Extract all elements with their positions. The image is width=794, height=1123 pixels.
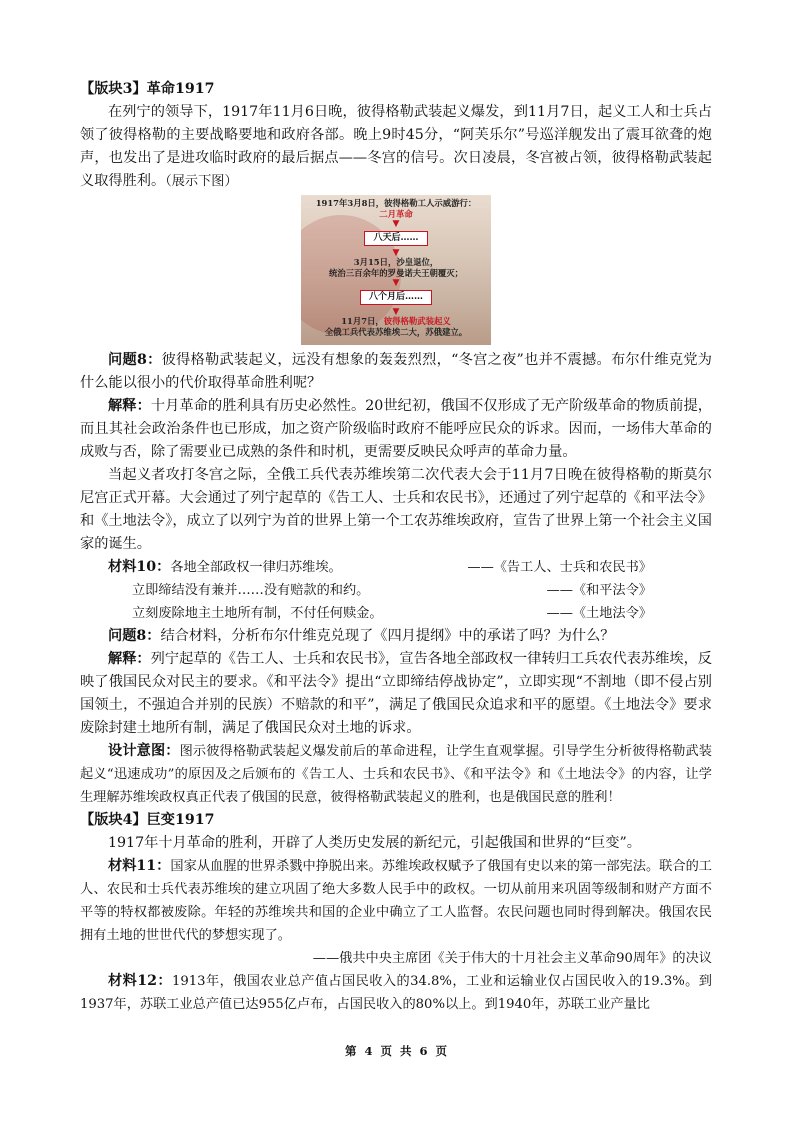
- figure-box-1: 八天后……: [364, 231, 427, 246]
- section3-paragraph: 在列宁的领导下，1917年11月6日晚，彼得格勒武装起义爆发，到11月7日，起义工人和士兵占领了彼得格勒的主要战略要地和政府各部。晚上9时45分，“阿芙乐尔”号巡洋舰发出了震耳欲聋的炮声，也发出了是进攻临时政府的最后据点——冬宫的信号。次日凌晨，冬宫被占领，彼得格勒武装起义取得胜利。（展示下图）: [80, 104, 712, 189]
- figure-line-5: 11月7日，彼得格勒武装起义: [341, 316, 451, 326]
- arrow-down-icon: ▼: [392, 278, 400, 288]
- figure-line-6: 全俄工兵代表苏维埃二大，苏俄建立。: [324, 327, 468, 337]
- figure-line-2: 二月革命: [379, 209, 413, 219]
- revolution-timeline-figure: [301, 195, 491, 345]
- answer-8b: 解释：列宁起草的《告工人、士兵和农民书》，宣告各地全部政权一律转归工兵农代表苏维埃，反映了俄国民众对民主的要求。《和平法令》提出“立即缔结停战协定”，立即实现“不割地（即不侵占别国领土，不强迫合并别的民族）不赔款的和平”，满足了俄国民众追求和平的愿望。《土地法令》要求废除封建土地所有制，满足了俄国民众对土地的诉求。: [80, 651, 712, 736]
- page-footer: 第 4 页 共 6 页: [344, 1044, 450, 1058]
- figure-line-1: 1917年3月8日，彼得格勒工人示威游行：: [315, 198, 477, 208]
- section4-heading: 【版块4】巨变1917: [80, 812, 215, 828]
- design-intent: 设计意图：图示彼得格勒武装起义爆发前后的革命进程，让学生直观掌握。引导学生分析彼得格勒武装起义“迅速成功”的原因及之后颁布的《告工人、士兵和农民书》、《和平法令》和《土地法令》的内容，让学生理解苏维埃政权真正代表了俄国的民意，彼得格勒武装起义的胜利，也是俄国民意的胜利！: [80, 743, 712, 805]
- arrow-down-icon: ▼: [392, 307, 400, 317]
- material-10-line: 立即缔结没有兼并……没有赔款的和约。 ——《和平法令》: [132, 583, 652, 598]
- arrow-down-icon: ▼: [392, 219, 400, 229]
- section4-paragraph: 1917年十月革命的胜利，开辟了人类历史发展的新纪元，引起俄国和世界的“巨变”。: [108, 835, 641, 851]
- arrow-down-icon: ▼: [392, 248, 400, 258]
- figure-note: （展示下图）: [165, 174, 238, 189]
- material-11-source: ——俄共中央主席团《关于伟大的十月社会主义革命90周年》的决议: [312, 951, 712, 966]
- material-11: 材料11：国家从血腥的世界杀戮中挣脱出来。苏维埃政权赋予了俄国有史以来的第一部宪法。联合的工人、农民和士兵代表苏维埃的建立巩固了绝大多数人民手中的政权。一切从前用来巩固等级制和财产方面不平等的特权都被废除。年轻的苏维埃共和国的企业中确立了工人监督。农民问题也同时得到解决。俄国农民拥有土地的世世代代的梦想实现了。: [80, 858, 712, 943]
- section3-paragraph-2: 当起义者攻打冬宫之际，全俄工兵代表苏维埃第二次代表大会于11月7日晚在彼得格勒的斯莫尔尼宫正式开幕。大会通过了列宁起草的《告工人、士兵和农民书》，还通过了列宁起草的《和平法令》和《土地法令》，成立了以列宁为首的世界上第一个工农苏维埃政府，宣告了世界上第一个社会主义国家的诞生。: [80, 467, 712, 552]
- material-10-line: 立刻废除地主土地所有制，不付任何赎金。 ——《土地法令》: [132, 606, 652, 621]
- section3-heading: 【版块3】革命1917: [80, 81, 215, 97]
- question-8b: 问题8：结合材料，分析布尔什维克兑现了《四月提纲》中的承诺了吗？为什么？: [108, 628, 615, 644]
- material-10: [80, 556, 712, 625]
- question-8: 问题8：彼得格勒武装起义，远没有想象的轰轰烈烈，“冬宫之夜”也并不震撼。布尔什维克党为什么能以很小的代价取得革命胜利呢？: [80, 352, 712, 391]
- answer-8: 解释：十月革命的胜利具有历史必然性。20世纪初，俄国不仅形成了无产阶级革命的物质前提，而且其社会政治条件也已形成，加之资产阶级临时政府不能呼应民众的诉求。因而，一场伟大革命的成败与否，除了需要业已成熟的条件和时机，更需要反映民众呼声的革命力量。: [80, 398, 712, 460]
- page-content: [80, 78, 712, 1016]
- material-12: 材料12：1913年，俄国农业总产值占国民收入的34.8%，工业和运输业仅占国民收入的19.3%。到1937年，苏联工业总产值已达955亿卢布，占国民收入的80%以上。到1940年，苏联工业产量比: [80, 973, 712, 1012]
- material-10-line: 材料10： 各地全部政权一律归苏维埃。 ——《告工人、士兵和农民书》: [108, 559, 652, 575]
- figure-line-3: 3月15日，沙皇退位，: [353, 257, 439, 267]
- figure-box-2: 八个月后……: [360, 290, 432, 305]
- figure-line-4: 统治三百余年的罗曼诺夫王朝覆灭；: [329, 268, 463, 278]
